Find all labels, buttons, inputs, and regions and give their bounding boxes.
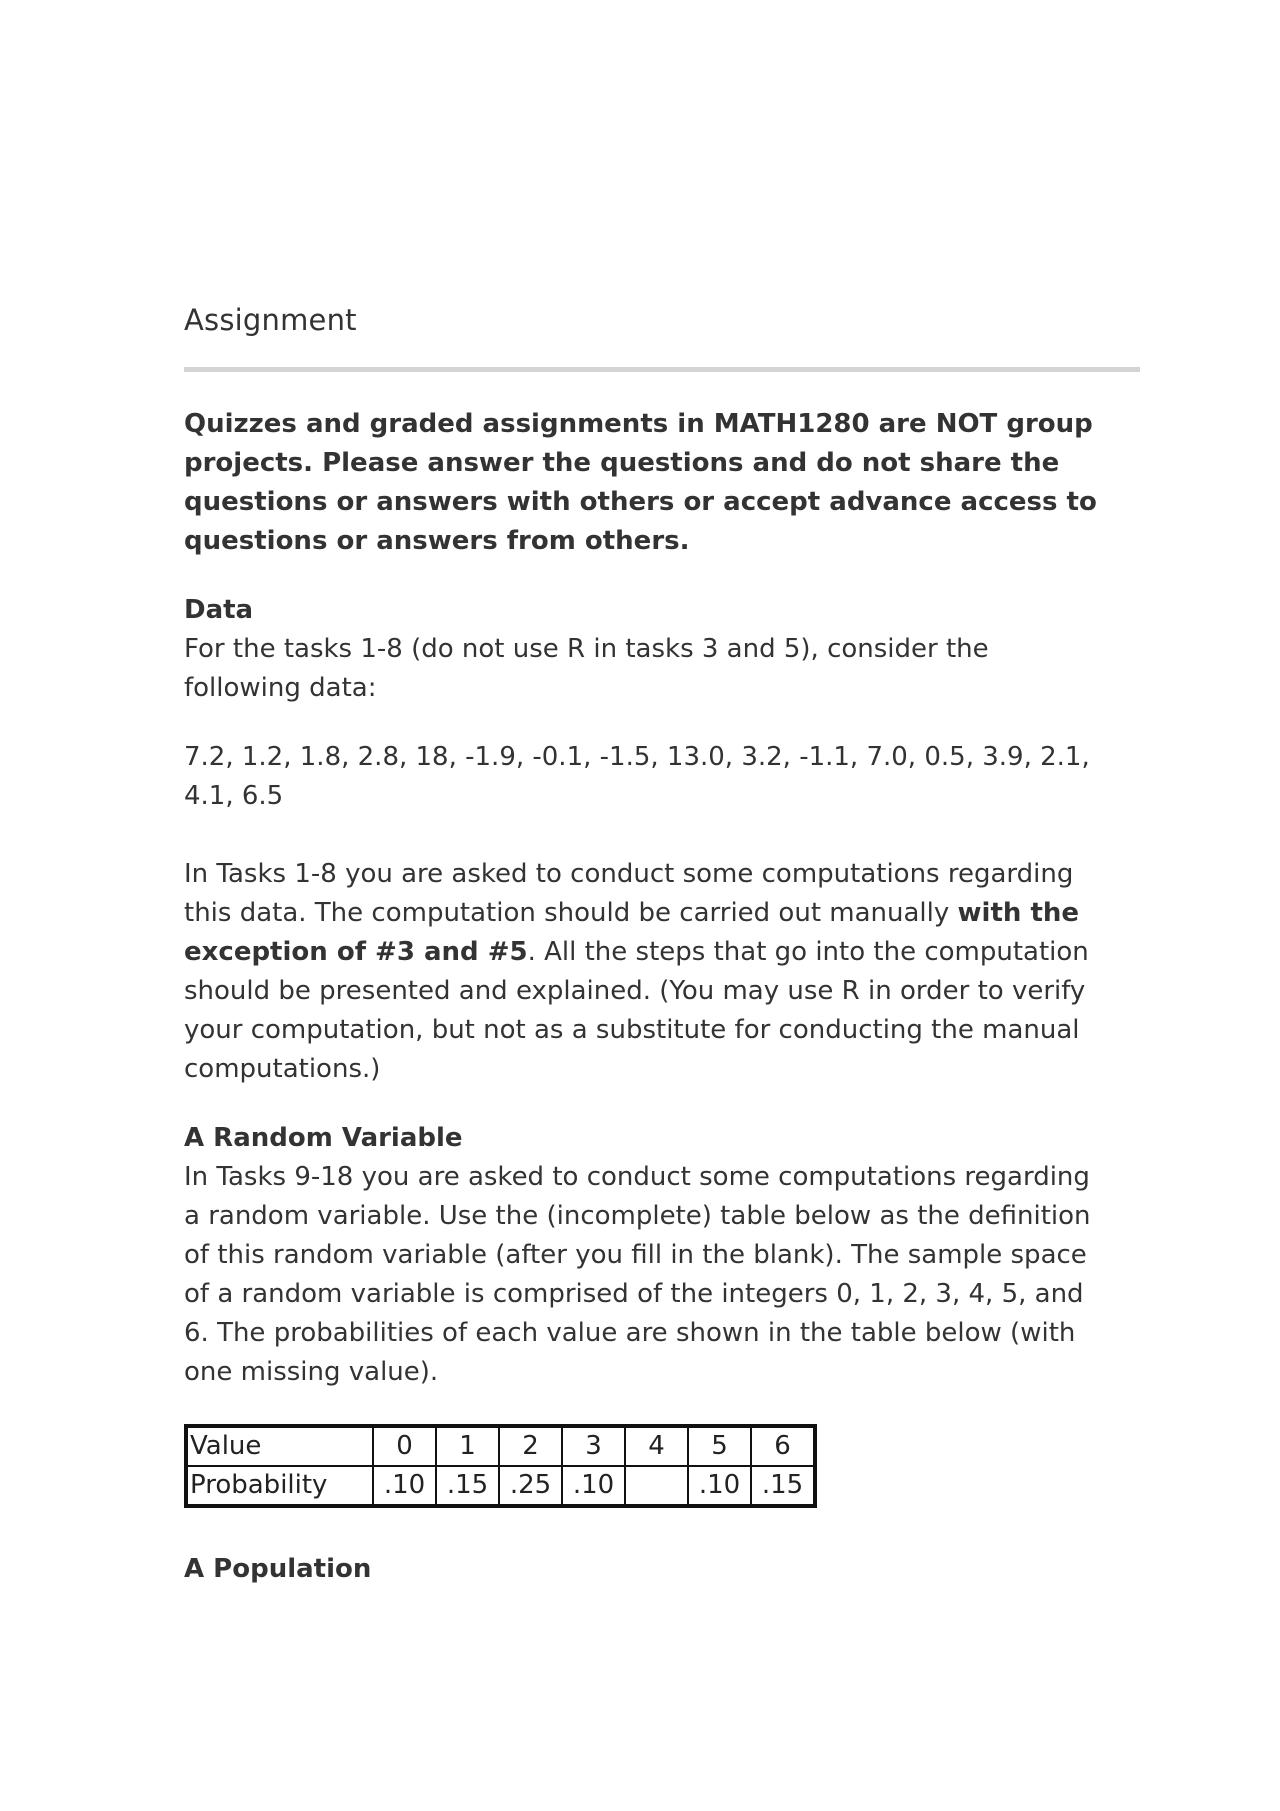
- table-cell-probability: .25: [499, 1466, 562, 1505]
- table-cell-probability: .15: [436, 1466, 499, 1505]
- data-heading: Data: [184, 595, 254, 625]
- table-cell-value-label: Value: [187, 1427, 373, 1466]
- academic-integrity-notice: Quizzes and graded assignments in MATH1280 are NOT group projects. Please answer the questions and do not share the questions or answers with others or accept advance access to questions or answers from others.: [184, 409, 1097, 556]
- page-title: Assignment: [184, 303, 357, 337]
- tasks-text-part1: In Tasks 1-8 you are asked to conduct some computations regarding this data. The computation should be carried out manually: [184, 859, 1074, 928]
- table-cell-value: 0: [373, 1427, 436, 1466]
- table-cell-probability: .15: [751, 1466, 814, 1505]
- table-cell-probability: .10: [688, 1466, 751, 1505]
- random-variable-text: In Tasks 9-18 you are asked to conduct some computations regarding a random variable. Use the (incomplete) table below as the definition of this random variable (after you fill in the blank). The sample space of a random variable is comprised of the integers 0, 1, 2, 3, 4, 5, and 6. The probabilities of each value are shown in the table below (with one missing value).: [184, 1162, 1091, 1387]
- random-variable-heading: A Random Variable: [184, 1123, 463, 1153]
- document-page: [184, 300, 1144, 1589]
- table-cell-value: 5: [688, 1427, 751, 1466]
- data-intro: For the tasks 1-8 (do not use R in tasks 3 and 5), consider the following data:: [184, 634, 989, 703]
- tasks-exception-bold: with the exception of #3 and #5: [184, 898, 1080, 967]
- dataset-values: 7.2, 1.2, 1.8, 2.8, 18, -1.9, -0.1, -1.5, 13.0, 3.2, -1.1, 7.0, 0.5, 3.9, 2.1, 4.1, 6.5: [184, 742, 1090, 811]
- title-divider: [184, 367, 1140, 372]
- table-cell-probability-missing: [625, 1466, 688, 1505]
- table-cell-value: 2: [499, 1427, 562, 1466]
- table-cell-probability-label: Probability: [187, 1466, 373, 1505]
- table-cell-value: 6: [751, 1427, 814, 1466]
- table-cell-value: 1: [436, 1427, 499, 1466]
- table-cell-probability: .10: [373, 1466, 436, 1505]
- table-cell-value: 4: [625, 1427, 688, 1466]
- table-row-probabilities: [187, 1466, 814, 1505]
- probability-table: [184, 1424, 817, 1508]
- table-row-values: [187, 1427, 814, 1466]
- table-cell-value: 3: [562, 1427, 625, 1466]
- tasks-instructions: [184, 855, 1104, 1089]
- tasks-text-part2: . All the steps that go into the computation should be presented and explained. (You may use R in order to verify your computation, but not as a substitute for conducting the manual computations.): [184, 937, 1089, 1084]
- population-heading: A Population: [184, 1554, 372, 1584]
- table-cell-probability: .10: [562, 1466, 625, 1505]
